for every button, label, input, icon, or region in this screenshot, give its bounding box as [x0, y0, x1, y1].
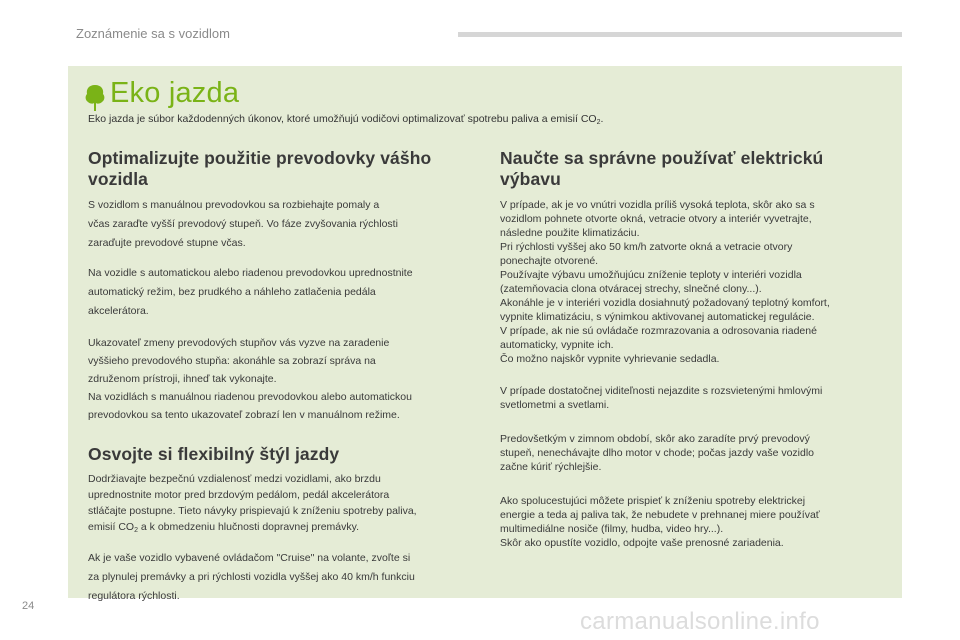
co2-subscript: 2 [134, 527, 138, 534]
driving-style-paragraph-2: Ak je vaše vozidlo vybavené ovládačom "Cruise" na volante, zvoľte si za plynulej premávky a pri rýchlosti vozidla vyššej ako 40 km/h funkciu regulátora rýchlosti. [88, 552, 415, 602]
gearbox-paragraph-3: Ukazovateľ zmeny prevodových stupňov vás vyzve na zaradenie vyššieho prevodového stupňa: akonáhle sa zobrazí správa na združenom prístroji, ihneď tak vykonajte. Na vozidlách s manuálnou riadenou prevodovkou alebo automatickou prevodovkou sa tento ukazovateľ zobrazí len v manuálnom režime. [88, 337, 412, 421]
tree-icon [84, 84, 106, 112]
intro-end: . [600, 113, 604, 125]
header-rule [458, 32, 902, 37]
intro-main: Eko jazda je súbor každodenných úkonov, ktoré umožňujú vodičovi optimalizovať spotrebu paliva a emisií CO [88, 113, 597, 125]
electric-paragraph-3: Predovšetkým v zimnom období, skôr ako zaradíte prvý prevodový stupeň, nenechávajte dlho motor v chode; počas jazdy vaše vozidlo začne kúriť rýchlejšie. [500, 433, 815, 473]
section-title-gearbox: Optimalizujte použitie prevodovky vášho vozidla [88, 148, 432, 189]
watermark: carmanualsonline.info [580, 608, 820, 635]
gearbox-paragraph-2: Na vozidle s automatickou alebo riadenou prevodovkou uprednostnite automatický režim, bez prudkého a náhleho zatlačenia pedála akcelerátora. [88, 267, 413, 317]
page-number: 24 [22, 600, 35, 612]
driving-style-paragraph-1: Dodržiavajte bezpečnú vzdialenosť medzi vozidlami, ako brzdu uprednostnite motor pred brzdovým pedálom, pedál akcelerátora stláčajte postupne. Tieto návyky prispievajú k zníženiu spotreby paliva, emisií $CO_2$ a k obmedzeniu hlučnosti dopravnej premávky. [88, 473, 417, 534]
right-column [500, 148, 890, 550]
section-title-electric: Naučte sa správne používať elektrickú výbavu [500, 148, 824, 189]
electric-paragraph-1: V prípade, ak je vo vnútri vozidla príliš vysoká teplota, skôr ako sa s vozidlom pohnete otvorte okná, vetracie otvory a interiér vyvetrajte, následne použite klimatizáciu. Pri rýchlosti vyššej ako 50 km/h zatvorte okná a vetracie otvory ponechajte otvorené. Používajte výbavu umožňujúcu zníženie teploty v interiéri vozidla (zatemňovacia clona otváracej strechy, slnečné clony...). Akonáhle je v interiéri vozidla dosiahnutý požadovaný teplotný komfort, vypnite klimatizáciu, s výnimkou aktivovanej automatickej regulácie. V prípade, ak nie sú ovládače rozmrazovania a odrosovania riadené automaticky, vypnite ich. Čo možno najskôr vypnite vyhrievanie sedadla. [500, 199, 830, 365]
gearbox-paragraph-1: S vozidlom s manuálnou prevodovkou sa rozbiehajte pomaly a včas zaraďte vyšší prevodový stupeň. Vo fáze zvyšovania rýchlosti zaraďujte prevodové stupne včas. [88, 199, 398, 249]
section-title-driving-style: Osvojte si flexibilný štýl jazdy [88, 444, 340, 464]
left-column [88, 148, 478, 606]
electric-paragraph-4: Ako spolucestujúci môžete prispieť k zníženiu spotreby elektrickej energie a teda aj paliva tak, že nebudete v prehnanej miere používať multimediálne nosiče (filmy, hudba, video hry...). Skôr ako opustíte vozidlo, odpojte vaše prenosné zariadenia. [500, 495, 820, 549]
header-section-title: Zoznámenie sa s vozidlom [76, 26, 230, 41]
intro-text [88, 112, 888, 130]
co2-subscript: 2 [596, 119, 601, 126]
electric-paragraph-2: V prípade dostatočnej viditeľnosti nejazdite s rozsvietenými hmlovými svetlometmi a svetlami. [500, 385, 823, 411]
page-title: Eko jazda [110, 77, 240, 109]
